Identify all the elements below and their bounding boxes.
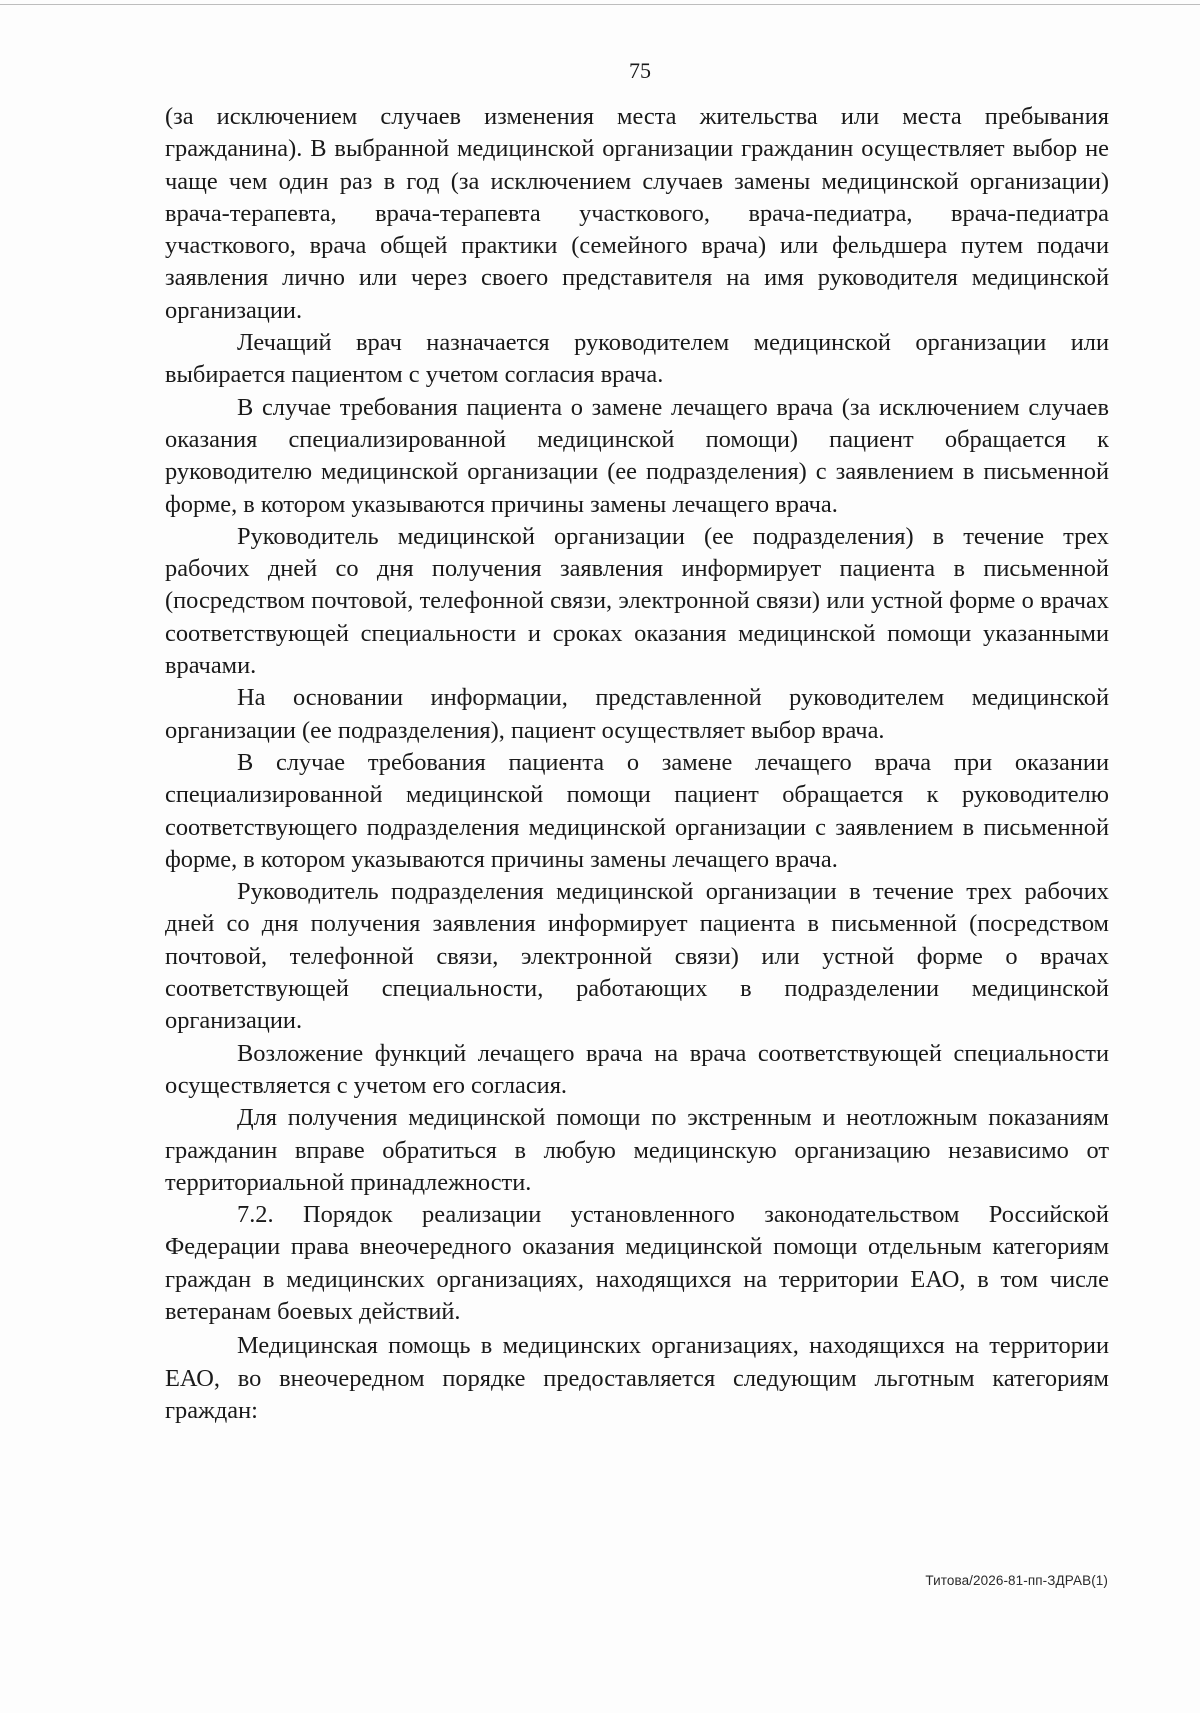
paragraph: Руководитель подразделения медицинской организации в течение трех рабочих дней со дня получения заявления информирует пациента в письменной (посредством почтовой, телефонной связи, электронной связи) или устной форме о врачах соответствующей специальности, работающих в подразделении медицинской организации. xyxy=(165,878,1109,1035)
paragraph: В случае требования пациента о замене лечащего врача при оказании специализированной медицинской помощи пациент обращается к руководителю соответствующего подразделения медицинской организации с заявлением в письменной форме, в котором указываются причины замены лечащего врача. xyxy=(165,748,1109,873)
paragraph: Руководитель медицинской организации (ее подразделения) в течение трех рабочих дней со дня получения заявления информирует пациента в письменной (посредством почтовой, телефонной связи, электронной связи) или устной форме о врачах соответствующей специальности и сроках оказания медицинской помощи указанными врачами. xyxy=(165,522,1109,680)
page-number: 75 xyxy=(629,58,651,83)
document-body xyxy=(165,101,1109,1427)
document-reference-footer: Титова/2026-81-пп-ЗДРАВ(1) xyxy=(925,1573,1108,1588)
paragraph: Лечащий врач назначается руководителем медицинской организации или выбирается пациентом с учетом согласия врача. xyxy=(165,329,1109,389)
paragraph: Для получения медицинской помощи по экстренным и неотложным показаниям гражданин вправе обратиться в любую медицинскую организацию независимо от территориальной принадлежности. xyxy=(165,1104,1109,1196)
section-heading-7-2: 7.2. Порядок реализации установленного законодательством Российской Федерации права внеочередного оказания медицинской помощи отдельным категориям граждан в медицинских организациях, находящихся на территории ЕАО, в том числе ветеранам боевых действий. xyxy=(165,1201,1109,1325)
paragraph: На основании информации, представленной руководителем медицинской организации (ее подразделения), пациент осуществляет выбор врача. xyxy=(165,684,1109,744)
paragraph: В случае требования пациента о замене лечащего врача (за исключением случаев оказания специализированной медицинской помощи) пациент обращается к руководителю медицинской организации (ее подразделения) с заявлением в письменной форме, в котором указываются причины замены лечащего врача. xyxy=(165,393,1109,518)
scan-edge-line xyxy=(0,4,1200,5)
paragraph: Медицинская помощь в медицинских организациях, находящихся на территории ЕАО, во внеочередном порядке предоставляется следующим льготным категориям граждан: xyxy=(165,1332,1109,1424)
paragraph: Возложение функций лечащего врача на врача соответствующей специальности осуществляется с учетом его согласия. xyxy=(165,1039,1109,1099)
paragraph-continuation: (за исключением случаев изменения места жительства или места пребывания гражданина). В выбранной медицинской организации гражданин осуществляет выбор не чаще чем один раз в год (за исключением случаев замены медицинской организации) врача-терапевта, врача-терапевта участкового, врача-педиатра, врача-педиатра участкового, врача общей практики (семейного врача) или фельдшера путем подачи заявления лично или через своего представителя на имя руководителя медицинской организации. xyxy=(165,103,1109,324)
